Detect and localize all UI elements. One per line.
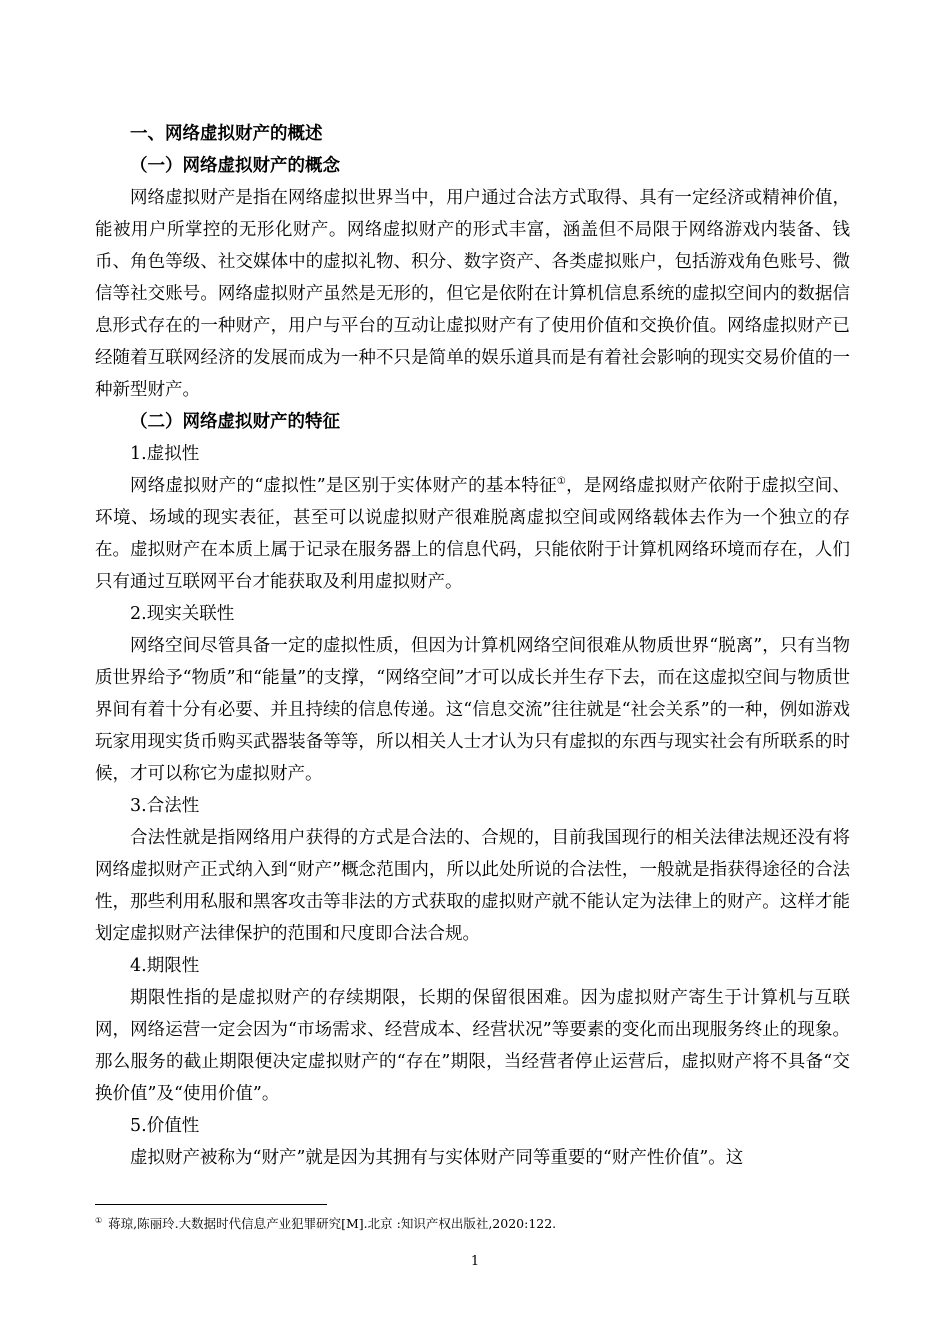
feature-paragraph-legality: 合法性就是指网络用户获得的方式是合法的、合规的，目前我国现行的相关法律法规还没有将网络虚拟财产正式纳入到“财产”概念范围内，所以此处所说的合法性，一般就是指获得途径的合法性，那些利用私服和黑客攻击等非法的方式获取的虚拟财产就不能认定为法律上的财产。这样才能划定虚拟财产法律保护的范围和尺度即合法合规。 — [95, 828, 850, 944]
concept-paragraph: 网络虚拟财产是指在网络虚拟世界当中，用户通过合法方式取得、具有一定经济或精神价值，能被用户所掌控的无形化财产。网络虚拟财产的形式丰富，涵盖但不局限于网络游戏内装备、钱币、角色等级、社交媒体中的虚拟礼物、积分、数字资产、各类虚拟账户，包括游戏角色账号、微信等社交账号。网络虚拟财产虽然是无形的，但它是依附在计算机信息系统的虚拟空间内的数据信息形式存在的一种财产，用户与平台的互动让虚拟财产有了使用价值和交换价值。网络虚拟财产已经随着互联网经济的发展而成为一种不只是简单的娱乐道具而是有着社会影响的现实交易价值的一种新型财产。 — [95, 188, 850, 400]
feature-title-legality: 3.合法性 — [130, 796, 200, 816]
section-title: 一、网络虚拟财产的概述 — [130, 124, 323, 144]
feature-paragraph-value: 虚拟财产被称为“财产”就是因为其拥有与实体财产同等重要的“财产性价值”。这 — [130, 1148, 744, 1168]
subsection-title-concept: （一）网络虚拟财产的概念 — [130, 156, 340, 176]
virtuality-text-part1: 网络虚拟财产的“虚拟性”是区别于实体财产的基本特征 — [130, 476, 557, 496]
feature-title-time-limit: 4.期限性 — [130, 956, 200, 976]
footnote — [95, 1212, 855, 1233]
feature-paragraph-virtuality — [95, 470, 850, 598]
virtuality-text-part2: ，是网络虚拟财产依附于虚拟空间、环境、场域的现实表征，甚至可以说虚拟财产很难脱离虚拟空间或网络载体去作为一个独立的存在。虚拟财产在本质上属于记录在服务器上的信息代码，只能依附于计算机网络环境而存在，人们只有通过互联网平台才能获取及利用虚拟财产。 — [95, 476, 850, 592]
footnote-reference[interactable]: ① — [556, 476, 567, 488]
footnote-mark: ① — [95, 1216, 103, 1225]
page-body — [95, 118, 850, 1174]
page-number: 1 — [470, 1254, 480, 1269]
subsection-title-features: （二）网络虚拟财产的特征 — [130, 412, 340, 432]
footnote-divider — [95, 1204, 327, 1205]
feature-paragraph-reality: 网络空间尽管具备一定的虚拟性质，但因为计算机网络空间很难从物质世界“脱离”，只有当物质世界给予“物质”和“能量”的支撑，“网络空间”才可以成长并生存下去，而在这虚拟空间与物质世界间有着十分有必要、并且持续的信息传递。这“信息交流”往往就是“社会关系”的一种，例如游戏玩家用现实货币购买武器装备等等，所以相关人士才认为只有虚拟的东西与现实社会有所联系的时候，才可以称它为虚拟财产。 — [95, 636, 850, 784]
feature-title-virtuality: 1.虚拟性 — [130, 444, 200, 464]
feature-title-reality: 2.现实关联性 — [130, 604, 235, 624]
feature-title-value: 5.价值性 — [130, 1116, 200, 1136]
feature-paragraph-time-limit: 期限性指的是虚拟财产的存续期限，长期的保留很困难。因为虚拟财产寄生于计算机与互联网，网络运营一定会因为“市场需求、经营成本、经营状况”等要素的变化而出现服务终止的现象。那么服务的截止期限便决定虚拟财产的“存在”期限，当经营者停止运营后，虚拟财产将不具备“交换价值”及“使用价值”。 — [95, 988, 850, 1104]
footnote-text: 蒋琼,陈丽玲.大数据时代信息产业犯罪研究[M].北京 :知识产权出版社,2020:122. — [108, 1216, 557, 1232]
